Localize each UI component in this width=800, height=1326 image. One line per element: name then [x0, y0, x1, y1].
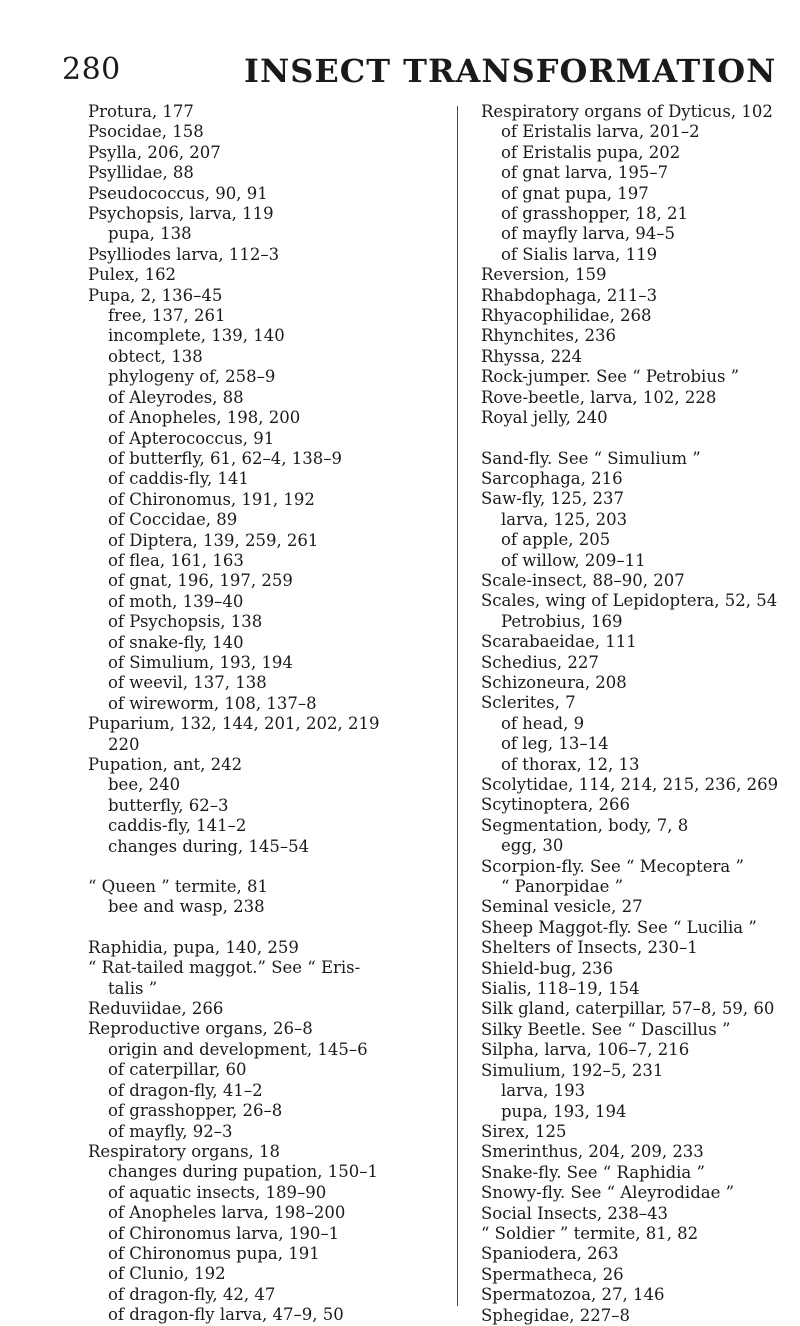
index-subentry: of mayfly larva, 94–5: [501, 224, 676, 244]
index-entry: Rhyssa, 224: [481, 346, 583, 366]
index-subentry: larva, 125, 203: [501, 509, 628, 529]
index-entry: Silpha, larva, 106–7, 216: [481, 1040, 690, 1060]
index-subentry: changes during pupation, 150–1: [108, 1162, 378, 1182]
index-subentry: of gnat, 196, 197, 259: [108, 571, 293, 591]
index-subentry: of wireworm, 108, 137–8: [108, 693, 317, 713]
index-subentry: of thorax, 12, 13: [501, 754, 640, 774]
index-entry: “ Soldier ” termite, 81, 82: [481, 1223, 699, 1243]
index-entry: Social Insects, 238–43: [481, 1203, 669, 1223]
index-entry: Pulex, 162: [88, 265, 177, 285]
index-subentry: of Clunio, 192: [108, 1264, 226, 1284]
index-subentry: of Chironomus, 191, 192: [108, 489, 315, 509]
page-header: [62, 52, 777, 92]
index-subentry: origin and development, 145–6: [108, 1039, 368, 1059]
index-entry: Reversion, 159: [481, 265, 607, 285]
index-subentry: egg, 30: [501, 836, 564, 856]
index-entry: Protura, 177: [88, 102, 194, 121]
index-subentry: of caddis-fly, 141: [108, 469, 249, 489]
index-entry: Respiratory organs, 18: [88, 1141, 281, 1161]
index-entry: Pupation, ant, 242: [88, 755, 243, 774]
index-subentry: obtect, 138: [108, 346, 203, 366]
index-subentry: of snake-fly, 140: [108, 632, 244, 652]
index-entry: Saw-fly, 125, 237: [481, 489, 624, 509]
index-subentry: bee and wasp, 238: [108, 897, 265, 917]
page-title: INSECT TRANSFORMATION: [244, 52, 777, 90]
index-entry: “ Queen ” termite, 81: [88, 877, 269, 897]
index-subentry: of Aleyrodes, 88: [108, 387, 244, 407]
index-subentry: of gnat pupa, 197: [501, 183, 649, 203]
index-entry: Psylla, 206, 207: [88, 142, 221, 162]
index-subentry: of Sialis larva, 119: [501, 244, 658, 264]
index-subentry: of dragon-fly, 41–2: [108, 1080, 263, 1100]
index-subentry: of butterfly, 61, 62–4, 138–9: [108, 448, 342, 468]
index-subentry: of Diptera, 139, 259, 261: [108, 530, 319, 550]
index-subentry: of Anopheles larva, 198–200: [108, 1203, 346, 1223]
index-entry: Psocidae, 158: [88, 122, 204, 142]
index-entry: Spermatozoa, 27, 146: [481, 1285, 665, 1305]
index-entry: Seminal vesicle, 27: [481, 897, 643, 917]
index-subentry: of willow, 209–11: [501, 550, 646, 570]
index-entry: Scorpion-fly. See “ Mecoptera ”: [481, 856, 744, 876]
index-entry: Puparium, 132, 144, 201, 202, 219: [88, 714, 380, 734]
index-subentry: of Coccidae, 89: [108, 510, 238, 530]
index-subentry: of head, 9: [501, 713, 585, 733]
index-entry: Rock-jumper. See “ Petrobius ”: [481, 367, 740, 387]
index-subentry: of grasshopper, 18, 21: [501, 204, 689, 224]
index-subentry: phylogeny of, 258–9: [108, 367, 276, 387]
index-subentry: of apple, 205: [501, 530, 611, 550]
index-subentry: of Chironomus larva, 190–1: [108, 1223, 340, 1243]
index-entry: Schedius, 227: [481, 652, 599, 672]
index-entry: Rhyacophilidae, 268: [481, 306, 652, 326]
index-entry: Segmentation, body, 7, 8: [481, 815, 689, 835]
index-subentry: of flea, 161, 163: [108, 550, 244, 570]
index-subentry: of moth, 139–40: [108, 591, 244, 611]
index-subentry: Petrobius, 169: [501, 611, 623, 631]
index-subentry: butterfly, 62–3: [108, 795, 229, 815]
index-subentry: bee, 240: [108, 775, 181, 795]
index-entry: Rhynchites, 236: [481, 326, 616, 346]
index-entry: Psylliodes larva, 112–3: [88, 244, 280, 264]
index-entry: Reproductive organs, 26–8: [88, 1019, 313, 1039]
index-subentry: of Eristalis pupa, 202: [501, 142, 681, 162]
index-entry: Respiratory organs of Dyticus, 102: [481, 102, 773, 121]
index-entry: Spaniodera, 263: [481, 1244, 619, 1264]
index-subentry: talis ”: [108, 978, 158, 998]
index-entry: Rhabdophaga, 211–3: [481, 285, 658, 305]
index-subentry: pupa, 193, 194: [501, 1101, 627, 1121]
index-subentry: “ Panorpidae ”: [501, 877, 624, 897]
index-entry: Sphegidae, 227–8: [481, 1305, 630, 1325]
index-subentry: of Eristalis larva, 201–2: [501, 122, 700, 142]
index-column-right: [481, 102, 781, 1326]
index-entry: Snake-fly. See “ Raphidia ”: [481, 1162, 705, 1182]
index-entry: Reduviidae, 266: [88, 999, 224, 1019]
index-subentry: of Chironomus pupa, 191: [108, 1243, 320, 1263]
index-entry: Pseudococcus, 90, 91: [88, 183, 268, 203]
index-entry: Psychopsis, larva, 119: [88, 204, 274, 224]
index-entry: Scolytidae, 114, 214, 215, 236, 269: [481, 775, 779, 794]
index-entry: Scale-insect, 88–90, 207: [481, 570, 685, 590]
index-subentry: pupa, 138: [108, 224, 192, 244]
index-subentry: of leg, 13–14: [501, 734, 609, 754]
index-entry: Sclerites, 7: [481, 693, 576, 713]
index-subentry: free, 137, 261: [108, 306, 226, 326]
index-subentry: of dragon-fly, 42, 47: [108, 1284, 276, 1304]
index-entry: Psyllidae, 88: [88, 163, 194, 183]
index-entry: Silk gland, caterpillar, 57–8, 59, 60: [481, 999, 775, 1019]
index-subentry: of weevil, 137, 138: [108, 673, 267, 693]
index-entry: Sirex, 125: [481, 1121, 567, 1141]
index-entry: “ Rat-tailed maggot.” See “ Eris-: [88, 958, 361, 978]
index-entry: Sialis, 118–19, 154: [481, 979, 640, 999]
index-subentry: of Psychopsis, 138: [108, 612, 263, 632]
index-subentry: 220: [108, 734, 140, 754]
index-subentry: larva, 193: [501, 1081, 586, 1101]
index-entry: Snowy-fly. See “ Aleyrodidae ”: [481, 1183, 735, 1203]
index-subentry: of gnat larva, 195–7: [501, 163, 669, 183]
page-number: 280: [62, 52, 121, 87]
index-subentry: caddis-fly, 141–2: [108, 816, 247, 836]
index-entry: Silky Beetle. See “ Dascillus ”: [481, 1019, 731, 1039]
index-subentry: of caterpillar, 60: [108, 1060, 247, 1080]
index-entry: Scarabaeidae, 111: [481, 632, 637, 652]
index-entry: Schizoneura, 208: [481, 672, 627, 692]
index-subentry: of Simulium, 193, 194: [108, 652, 293, 672]
index-subentry: of Anopheles, 198, 200: [108, 408, 301, 428]
index-subentry: of mayfly, 92–3: [108, 1121, 233, 1141]
index-entry: Sarcophaga, 216: [481, 468, 623, 488]
index-entry: Simulium, 192–5, 231: [481, 1060, 664, 1080]
index-entry: Scytinoptera, 266: [481, 795, 630, 815]
index-subentry: incomplete, 139, 140: [108, 326, 285, 346]
index-entry: Smerinthus, 204, 209, 233: [481, 1142, 704, 1162]
index-subentry: of dragon-fly larva, 47–9, 50: [108, 1305, 344, 1325]
index-subentry: of aquatic insects, 189–90: [108, 1182, 327, 1202]
index-entry: Scales, wing of Lepidoptera, 52, 54: [481, 591, 778, 611]
index-subentry: of grasshopper, 26–8: [108, 1101, 283, 1121]
index-entry: Royal jelly, 240: [481, 408, 608, 428]
index-subentry: changes during, 145–54: [108, 836, 310, 856]
index-entry: Shelters of Insects, 230–1: [481, 938, 698, 958]
index-subentry: of Apterococcus, 91: [108, 428, 275, 448]
index-entry: Spermatheca, 26: [481, 1264, 624, 1284]
index-column-left: [88, 102, 450, 1326]
column-divider: [457, 106, 458, 1306]
index-entry: Sheep Maggot-fly. See “ Lucilia ”: [481, 917, 757, 937]
index-entry: Pupa, 2, 136–45: [88, 285, 223, 305]
index-entry: Raphidia, pupa, 140, 259: [88, 937, 299, 957]
index-entry: Shield-bug, 236: [481, 958, 614, 978]
index-entry: Sand-fly. See “ Simulium ”: [481, 448, 701, 468]
index-entry: Rove-beetle, larva, 102, 228: [481, 387, 717, 407]
